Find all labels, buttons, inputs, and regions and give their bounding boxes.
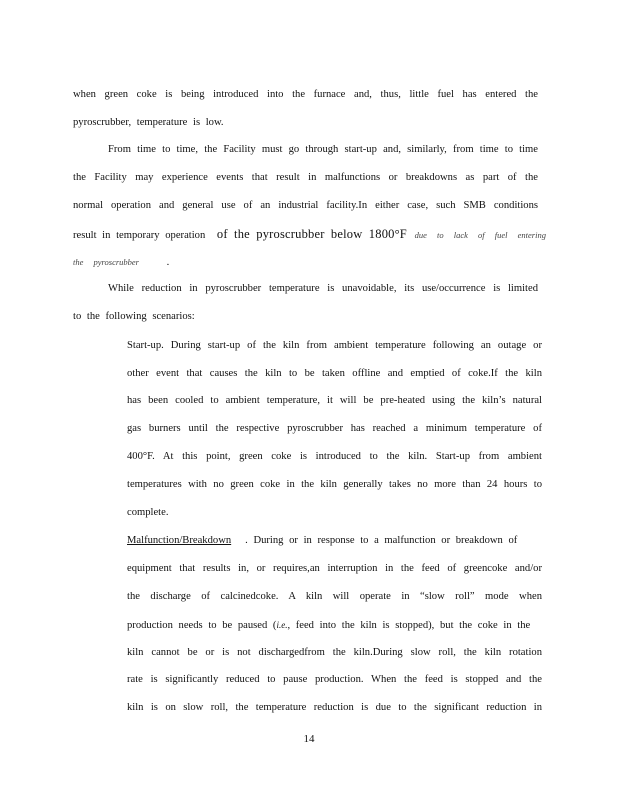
- line-text: , feed into the kiln is stopped), but the coke in the: [287, 620, 531, 631]
- line-text: production needs to be paused (: [127, 620, 277, 631]
- paragraph-line: While reduction in pyroscrubber temperature is unavoidable, its use/occurrence is limited: [108, 283, 538, 294]
- list-item-line: 400°F. At this point, green coke is introduced to the kiln. Start-up from ambient: [127, 451, 542, 462]
- list-item-line: gas burners until the respective pyroscrubber has reached a minimum temperature of: [127, 423, 542, 434]
- list-item-line: [127, 618, 542, 633]
- list-item-line: temperatures with no green coke in the kiln generally takes no more than 24 hours to: [127, 479, 542, 490]
- list-item-line: has been cooled to ambient temperature, it will be pre-heated using the kiln’s natural: [127, 395, 542, 406]
- list-item-line: other event that causes the kiln to be taken offline and emptied of coke.If the kiln: [127, 368, 542, 379]
- list-item-line: Start-up. During start-up of the kiln from ambient temperature following an outage or: [127, 340, 542, 351]
- page-number: 14: [303, 733, 315, 745]
- inserted-text: of the pyroscrubber below 1800°F: [216, 227, 407, 241]
- list-item-line: [127, 534, 542, 548]
- list-item-line: kiln cannot be or is not dischargedfrom the kiln.During slow roll, the kiln rotation: [127, 647, 542, 658]
- paragraph-line: to the following scenarios:: [73, 311, 195, 322]
- paragraph-line: [73, 227, 546, 243]
- list-item-line: kiln is on slow roll, the temperature reduction is due to the significant reduction in: [127, 702, 542, 713]
- line-text: . During or in response to a malfunction or breakdown of: [245, 535, 518, 546]
- paragraph-line: normal operation and general use of an industrial facility.In either case, such SMB conditions: [73, 200, 538, 211]
- paragraph-line: From time to time, the Facility must go through start-up and, similarly, from time to time: [108, 144, 538, 155]
- list-item-line: complete.: [127, 507, 169, 518]
- paragraph-line: [73, 255, 169, 270]
- struck-text: due to lack of fuel entering: [414, 230, 546, 240]
- line-text: .: [166, 257, 170, 268]
- struck-text: the pyroscrubber: [73, 257, 139, 267]
- list-item-heading: Malfunction/Breakdown: [127, 535, 232, 546]
- list-item-line: rate is significantly reduced to pause production. When the feed is stopped and the: [127, 674, 542, 685]
- paragraph-line: pyroscrubber, temperature is low.: [73, 117, 224, 128]
- paragraph-line: when green coke is being introduced into the furnace and, thus, little fuel has entered the: [73, 89, 538, 100]
- abbreviation: i.e.: [276, 620, 288, 630]
- paragraph-line: the Facility may experience events that result in malfunctions or breakdowns as part of the: [73, 172, 538, 183]
- list-item-line: equipment that results in, or requires,an interruption in the feed of greencoke and/or: [127, 563, 542, 574]
- line-text: result in temporary operation: [73, 230, 206, 241]
- list-item-line: the discharge of calcinedcoke. A kiln will operate in “slow roll” mode when: [127, 591, 542, 602]
